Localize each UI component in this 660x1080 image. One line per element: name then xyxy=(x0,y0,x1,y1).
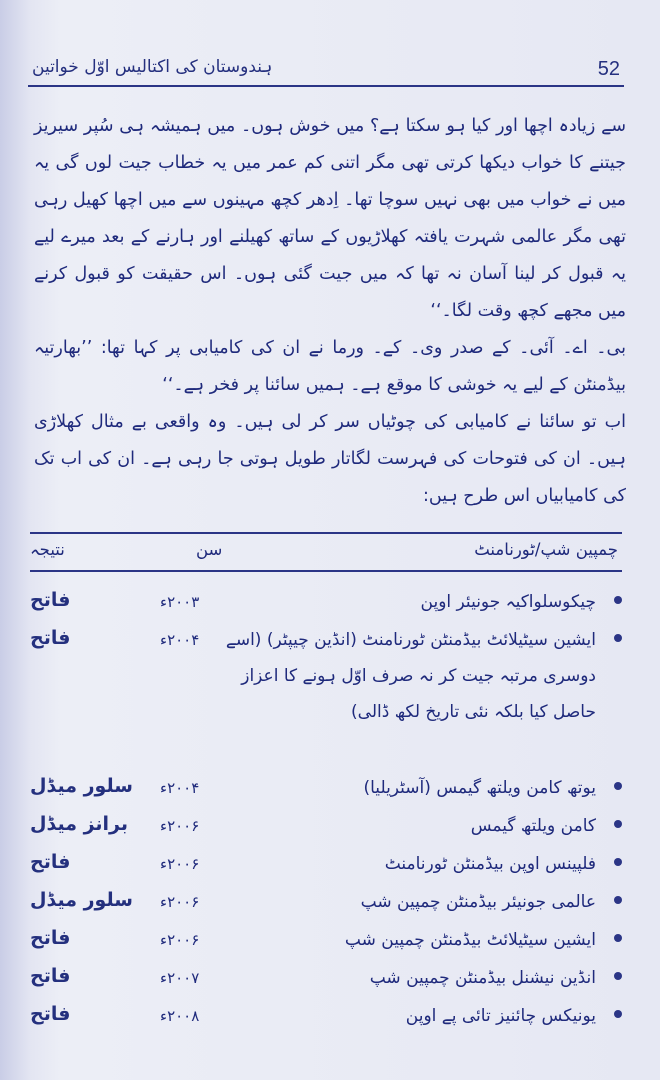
row-year: ۲۰۰۶ء xyxy=(160,931,200,949)
row-event: عالمی جونیئر بیڈمنٹن چمپین شپ xyxy=(360,892,596,912)
row-year: ۲۰۰۷ء xyxy=(160,969,200,987)
row-year: ۲۰۰۶ء xyxy=(160,893,200,911)
row-result: فاتح xyxy=(30,851,71,873)
achievements-table xyxy=(30,580,622,1032)
row-year: ۲۰۰۶ء xyxy=(160,855,200,873)
row-year: ۲۰۰۳ء xyxy=(160,593,200,611)
row-event: ایشین سیٹیلائٹ بیڈمنٹن ٹورنامنٹ (انڈین چیپٹر) (اسے دوسری مرتبہ جیت کر نہ صرف اوّل ہونے کا اعزاز حاصل کیا بلکہ نئی تاریخ لکھ ڈالی) xyxy=(225,630,596,722)
row-result: فاتح xyxy=(30,927,71,949)
page-header xyxy=(28,44,624,88)
paragraph-3: اب تو سائنا نے کامیابی کی چوٹیاں سر کر لی ہیں۔ وہ واقعی بے مثال کھلاڑی ہیں۔ ان کی فتوحات کی فہرست لگاتار طویل ہوتی جا رہی ہے۔ ان کی اب تک کی کامیابیاں اس طرح ہیں: xyxy=(34,412,626,506)
paragraph-1: سے زیادہ اچھا اور کیا ہو سکتا ہے؟ میں خوش ہوں۔ میں ہمیشہ ہی سُپر سیریز جیتنے کا خواب دیکھا کرتی تھی مگر اتنی کم عمر میں یہ خطاب جیت لوں گی یہ میں نے خواب میں بھی نہیں سوچا تھا۔ اِدھر کچھ مہینوں سے میں اچھا کھیل رہی تھی مگر عالمی شہرت یافتہ کھلاڑیوں کے ساتھ کھیلنے اور ہارنے کے بعد میرے لیے یہ قبول کر لینا آسان نہ تھا کہ میں جیت گئی ہوں۔ اس حقیقت کو قبول کرنے میں مجھے کچھ وقت لگا۔‘‘ xyxy=(34,116,626,321)
row-event: کامن ویلتھ گیمس xyxy=(470,816,596,836)
row-event: یونیکس چائنیز تائی پے اوپن xyxy=(405,1006,596,1026)
paragraph-2: بی۔ اے۔ آئی۔ کے صدر وی۔ کے۔ ورما نے ان کی کامیابی پر کہا تھا: ’’بھارتیہ بیڈمنٹن کے لیے یہ خوشی کا موقع ہے۔ ہمیں سائنا پر فخر ہے۔‘‘ xyxy=(34,338,626,395)
row-result: سلور میڈل xyxy=(30,775,133,797)
table-row xyxy=(30,918,622,956)
bullet-icon xyxy=(614,858,622,866)
table-row xyxy=(30,956,622,994)
table-row xyxy=(30,766,622,804)
row-year: ۲۰۰۴ء xyxy=(160,631,200,649)
table-row xyxy=(30,994,622,1032)
row-year: ۲۰۰۴ء xyxy=(160,779,200,797)
row-result: فاتح xyxy=(30,589,71,611)
bullet-icon xyxy=(614,896,622,904)
row-event: فلپینس اوپن بیڈمنٹن ٹورنامنٹ xyxy=(384,854,596,874)
header-year: سن xyxy=(196,540,223,559)
bullet-icon xyxy=(614,820,622,828)
table-row xyxy=(30,804,622,842)
header-event: چمپین شپ/ٹورنامنٹ xyxy=(474,540,618,559)
row-result: فاتح xyxy=(30,1003,71,1025)
row-event: چیکوسلواکیہ جونیئر اوپن xyxy=(420,592,596,612)
body-text xyxy=(34,108,626,515)
bullet-icon xyxy=(614,934,622,942)
bullet-icon xyxy=(614,972,622,980)
table-header-rule xyxy=(30,570,622,572)
table-header xyxy=(30,534,622,570)
table-row xyxy=(30,580,622,618)
row-event: یوتھ کامن ویلتھ گیمس (آسٹریلیا) xyxy=(363,778,596,798)
table-row xyxy=(30,842,622,880)
row-year: ۲۰۰۸ء xyxy=(160,1007,200,1025)
table-row xyxy=(30,880,622,918)
running-title: ہندوستان کی اکتالیس اوّل خواتین xyxy=(32,57,273,77)
row-year: ۲۰۰۶ء xyxy=(160,817,200,835)
bullet-icon xyxy=(614,634,622,642)
bullet-icon xyxy=(614,596,622,604)
row-result: برانز میڈل xyxy=(30,813,129,835)
bullet-icon xyxy=(614,782,622,790)
row-event: انڈین نیشنل بیڈمنٹن چمپین شپ xyxy=(369,968,596,988)
row-event: ایشین سیٹیلائٹ بیڈمنٹن چمپین شپ xyxy=(344,930,596,950)
page-number: 52 xyxy=(597,58,620,80)
header-result: نتیجہ xyxy=(30,540,65,559)
row-result: سلور میڈل xyxy=(30,889,133,911)
row-result: فاتح xyxy=(30,627,71,649)
table-row xyxy=(30,618,622,766)
row-result: فاتح xyxy=(30,965,71,987)
header-divider xyxy=(28,85,624,87)
bullet-icon xyxy=(614,1010,622,1018)
